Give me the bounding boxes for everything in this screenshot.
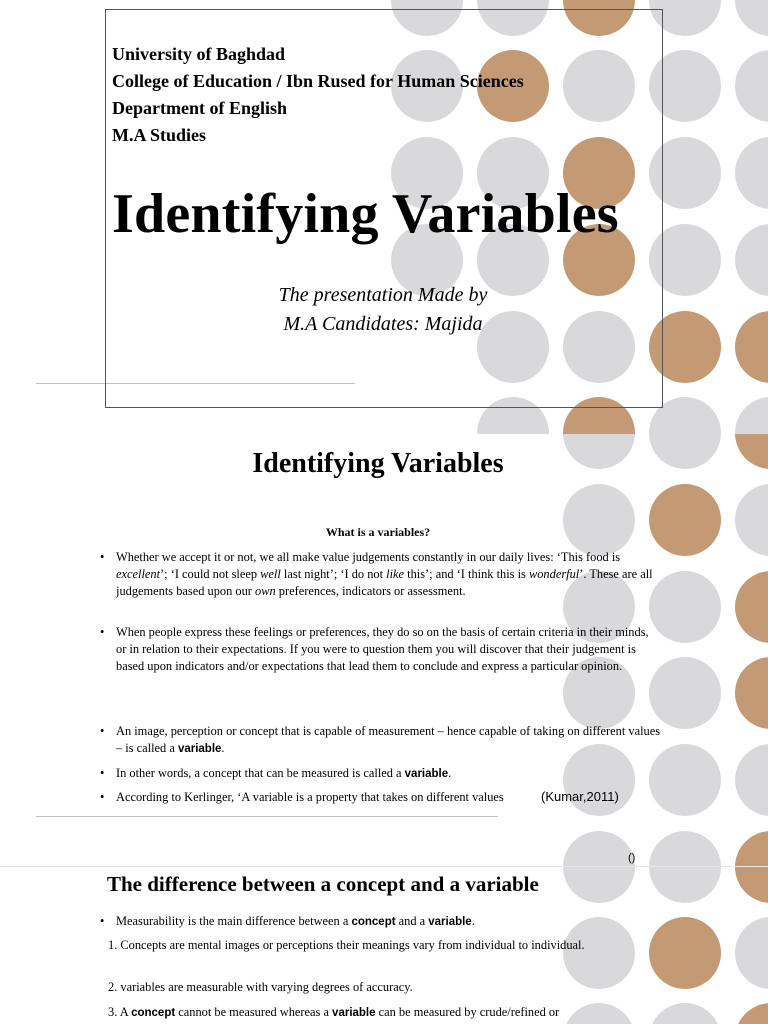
candidates-line: M.A Candidates: Majida (283, 313, 483, 335)
slide-3-title: The difference between a concept and a variable (107, 872, 539, 896)
made-by-line: The presentation Made by (278, 284, 488, 306)
bullet-value-judgements (100, 549, 662, 599)
studies-label: M.A Studies (112, 125, 207, 145)
bullet-mark: • (100, 550, 105, 564)
bullet-variable-definition (100, 723, 662, 758)
bullet-preferences (100, 624, 662, 674)
numbered-item-3: 3. A concept cannot be measured whereas a variable can be measured by crude/refined or (108, 1005, 560, 1019)
college-name: College of Education / Ibn Rused for Human Sciences (112, 71, 524, 91)
presentation-title: Identifying Variables (112, 183, 619, 245)
divider-line (36, 816, 498, 817)
slide-2-title: Identifying Variables (252, 448, 504, 479)
numbered-item-2: 2. variables are measurable with varying degrees of accuracy. (108, 980, 413, 994)
university-name: University of Baghdad (112, 44, 286, 64)
bullet-text: Measurability is the main difference between a concept and a variable. (116, 914, 475, 928)
slide-separator (0, 866, 768, 867)
bullet-text: When people express these feelings or preferences, they do so on the basis of certain criteria in their minds, or in relation to their expectations. If you were to question them you will discover that their judgement is based upon indicators and/or expectations that lead them to conclude and express a particular opinion. (116, 625, 649, 673)
bullet-text: According to Kerlinger, ‘A variable is a property that takes on different values (116, 790, 504, 804)
department-name: Department of English (112, 98, 287, 118)
bullet-mark: • (100, 625, 105, 639)
bullet-mark: • (100, 724, 105, 738)
citation: (Kumar,2011) (541, 789, 619, 804)
bullet-mark: • (100, 790, 105, 804)
numbered-item-1: 1. Concepts are mental images or perceptions their meanings vary from individual to individual. (108, 938, 585, 952)
stray-mark: () (628, 852, 636, 864)
bullet-measurability (100, 913, 662, 931)
bullet-other-words (100, 765, 662, 783)
bullet-text: In other words, a concept that can be measured is called a variable. (116, 766, 452, 780)
bullet-text: An image, perception or concept that is capable of measurement – hence capable of taking on different values – is called a variable. (116, 724, 661, 755)
bullet-mark: • (100, 914, 105, 928)
bullet-mark: • (100, 766, 105, 780)
slide-2-question: What is a variables? (325, 525, 431, 539)
slide-1 (0, 0, 768, 434)
bullet-text: Whether we accept it or not, we all make value judgements constantly in our daily lives: ‘This food is excellent’; ‘I could not sleep well last night’; ‘I do not like this’; and ‘I think this is wonderful’. These are all judgements based upon our own preferences, indicators or assessment. (116, 550, 653, 598)
